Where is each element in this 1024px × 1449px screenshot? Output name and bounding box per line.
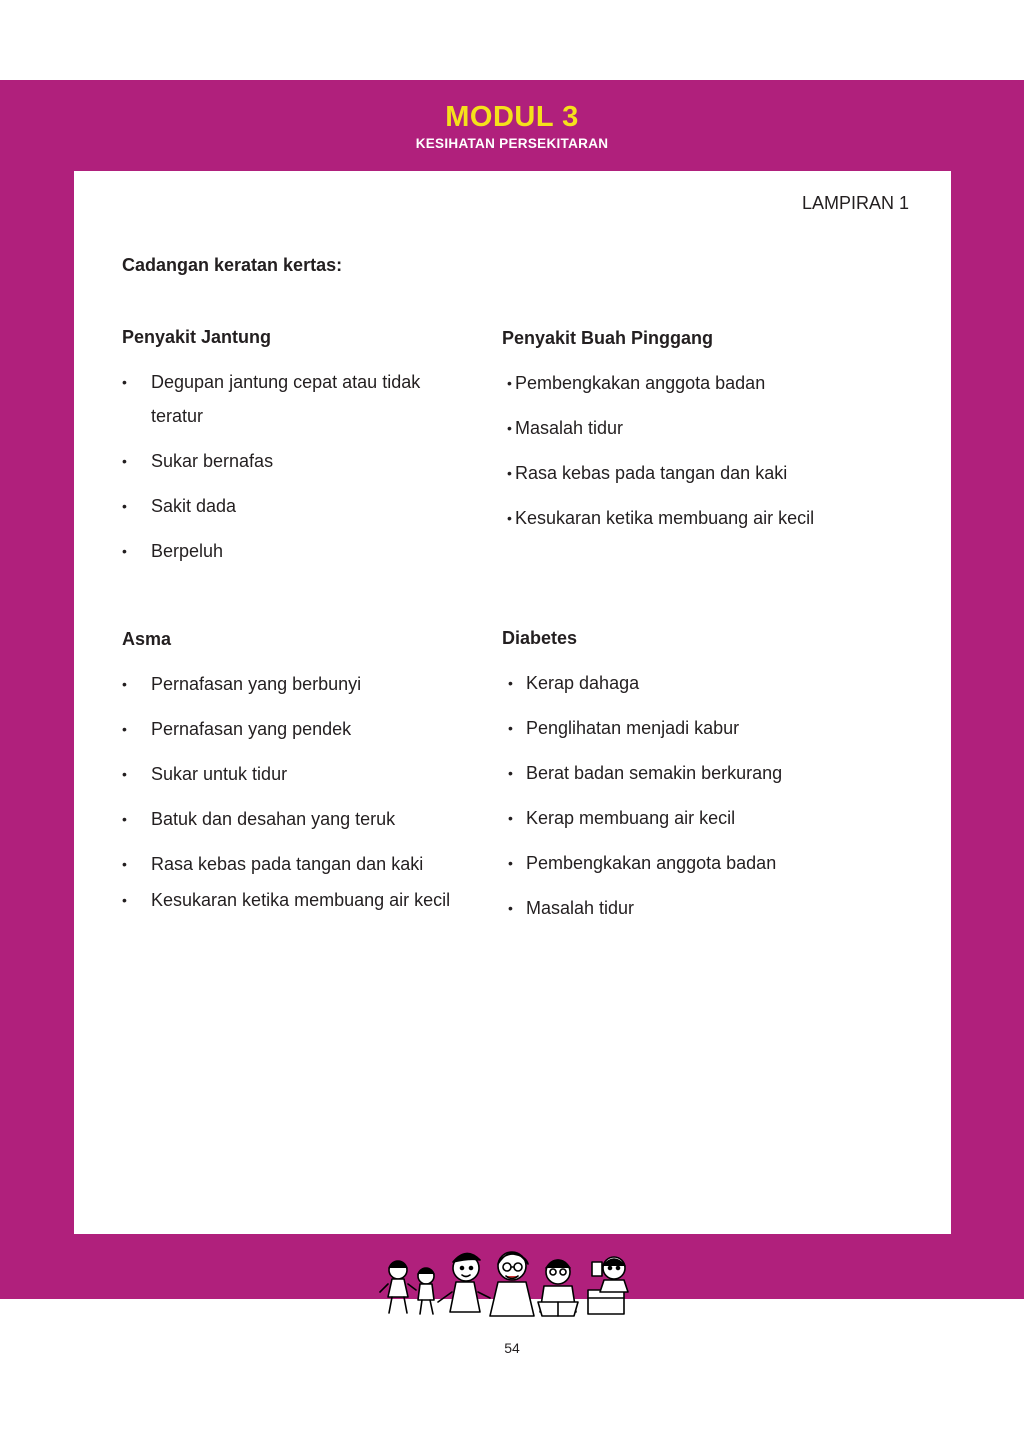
list-item-text: Pernafasan yang pendek (151, 719, 352, 739)
bullet-icon: • (508, 900, 513, 916)
symptom-list (502, 366, 882, 535)
bullet-icon: • (122, 892, 127, 908)
list-item-text: Sakit dada (151, 496, 237, 516)
bullet-icon: • (508, 765, 513, 781)
list-item-text: Kesukaran ketika membuang air kecil (515, 508, 815, 528)
section-penyakit-jantung (122, 320, 462, 568)
module-title: MODUL 3 (445, 101, 579, 133)
bullet-icon: • (122, 766, 127, 782)
bullet-icon: • (122, 498, 127, 514)
section-diabetes (502, 621, 882, 925)
bullet-icon: • (507, 420, 512, 436)
list-item (502, 846, 882, 880)
list-item (502, 801, 882, 835)
bullet-icon: • (122, 453, 127, 469)
list-item-text: Berpeluh (151, 541, 224, 561)
list-item-text: Sukar bernafas (151, 451, 274, 471)
list-item (122, 667, 462, 701)
bullet-icon: • (122, 374, 127, 390)
list-item-text: Pembengkakan anggota badan (526, 853, 777, 873)
list-item-text: Masalah tidur (515, 418, 624, 438)
bullet-icon: • (122, 676, 127, 692)
symptom-list (122, 667, 462, 917)
list-item (122, 489, 462, 523)
list-item (502, 891, 882, 925)
list-item (502, 501, 882, 535)
bullet-icon: • (122, 543, 127, 559)
children-cartoon-illustration (378, 1248, 646, 1322)
symptom-list (122, 365, 462, 568)
list-item-text: Rasa kebas pada tangan dan kaki (151, 854, 424, 874)
list-item (502, 711, 882, 745)
list-item (122, 757, 462, 791)
bullet-icon: • (122, 721, 127, 737)
section-title: Diabetes (502, 628, 578, 648)
appendix-label: LAMPIRAN 1 (801, 193, 909, 213)
list-item (502, 366, 882, 400)
section-title: Penyakit Jantung (122, 327, 272, 347)
section-asma (122, 622, 462, 917)
content-panel (74, 171, 951, 1234)
bullet-icon: • (122, 811, 127, 827)
bullet-icon: • (507, 375, 512, 391)
bullet-icon: • (508, 810, 513, 826)
bullet-icon: • (508, 855, 513, 871)
page-number: 54 (504, 1340, 520, 1356)
bullet-icon: • (122, 856, 127, 872)
list-item (122, 444, 462, 478)
list-item-text: Degupan jantung cepat atau tidak teratur (151, 372, 421, 426)
symptom-list (502, 666, 882, 925)
list-item (122, 847, 462, 881)
section-title: Asma (122, 629, 172, 649)
bullet-icon: • (508, 720, 513, 736)
list-item-text: Penglihatan menjadi kabur (526, 718, 740, 738)
list-item (122, 883, 462, 917)
bullet-icon: • (507, 510, 512, 526)
list-item (502, 666, 882, 700)
section-penyakit-buah-pinggang (502, 321, 882, 535)
list-item (502, 756, 882, 790)
list-item-text: Kesukaran ketika membuang air kecil (151, 890, 451, 910)
list-item-text: Pernafasan yang berbunyi (151, 674, 362, 694)
list-item (122, 802, 462, 836)
list-item-text: Berat badan semakin berkurang (526, 763, 783, 783)
list-item (122, 365, 462, 433)
module-subtitle: KESIHATAN PERSEKITARAN (415, 136, 609, 151)
list-item-text: Sukar untuk tidur (151, 764, 288, 784)
list-item (122, 712, 462, 746)
section-title: Penyakit Buah Pinggang (502, 328, 714, 348)
list-item-text: Kerap membuang air kecil (526, 808, 736, 828)
list-item (502, 456, 882, 490)
list-item-text: Kerap dahaga (526, 673, 640, 693)
list-item-text: Masalah tidur (526, 898, 635, 918)
list-item (502, 411, 882, 445)
bullet-icon: • (508, 675, 513, 691)
list-item (122, 534, 462, 568)
intro-heading: Cadangan keratan kertas: (122, 255, 343, 275)
list-item-text: Pembengkakan anggota badan (515, 373, 766, 393)
list-item-text: Rasa kebas pada tangan dan kaki (515, 463, 788, 483)
bullet-icon: • (507, 465, 512, 481)
list-item-text: Batuk dan desahan yang teruk (151, 809, 396, 829)
